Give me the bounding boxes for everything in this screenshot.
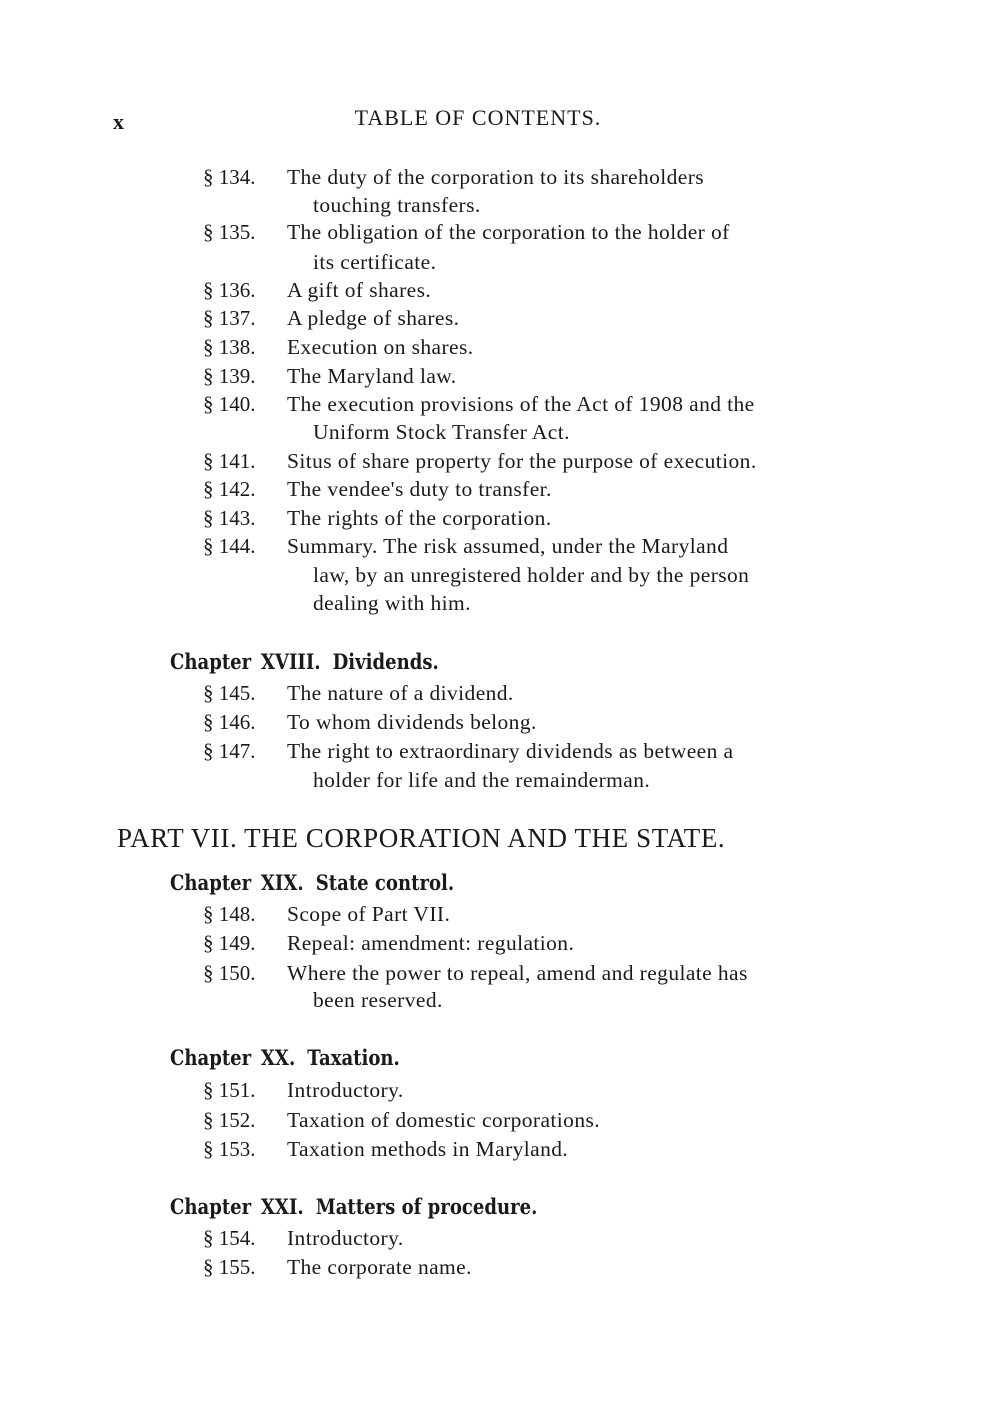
section-title: The Maryland law. xyxy=(287,364,457,388)
section-title: Introductory. xyxy=(287,1078,404,1102)
section-title: The duty of the corporation to its shareholders xyxy=(287,165,705,189)
section-number: § 137. xyxy=(203,306,256,330)
section-title-continued: law, by an unregistered holder and by the person xyxy=(313,563,750,587)
chapter-title: Taxation. xyxy=(307,1045,400,1070)
section-title-continued: Uniform Stock Transfer Act. xyxy=(313,420,570,444)
section-number: § 151. xyxy=(203,1078,256,1102)
section-title: Repeal: amendment: regulation. xyxy=(287,931,575,955)
section-number: § 138. xyxy=(203,335,256,359)
chapter-number: XIX. xyxy=(260,870,304,895)
section-title-continued: dealing with him. xyxy=(313,591,471,615)
section-title: Taxation methods in Maryland. xyxy=(287,1137,569,1161)
section-number: § 135. xyxy=(203,220,256,244)
chapter-label: Chapter xyxy=(170,649,252,674)
section-number: § 147. xyxy=(203,739,256,763)
chapter-label: Chapter xyxy=(170,1045,252,1070)
chapter-heading xyxy=(170,1193,537,1221)
section-title: The corporate name. xyxy=(287,1255,472,1279)
chapter-number: XVIII. xyxy=(260,649,321,674)
section-number: § 154. xyxy=(203,1226,256,1250)
section-title: The right to extraordinary dividends as between a xyxy=(287,739,734,763)
section-title-continued: its certificate. xyxy=(313,250,437,274)
chapter-label: Chapter xyxy=(170,870,252,895)
section-title: Taxation of domestic corporations. xyxy=(287,1108,601,1132)
section-title-continued: been reserved. xyxy=(313,988,443,1012)
chapter-number: XX. xyxy=(260,1045,296,1070)
section-title: Where the power to repeal, amend and regulate has xyxy=(287,961,748,985)
section-number: § 152. xyxy=(203,1108,256,1132)
section-number: § 140. xyxy=(203,392,256,416)
chapter-heading xyxy=(170,1044,400,1072)
section-title-continued: holder for life and the remainderman. xyxy=(313,768,651,792)
chapter-label: Chapter xyxy=(170,1194,252,1219)
section-title: Summary. The risk assumed, under the Maryland xyxy=(287,534,729,558)
section-number: § 145. xyxy=(203,681,256,705)
section-number: § 136. xyxy=(203,278,256,302)
section-title: The execution provisions of the Act of 1908 and the xyxy=(287,392,755,416)
section-number: § 149. xyxy=(203,931,256,955)
section-title: Execution on shares. xyxy=(287,335,474,359)
section-title: Scope of Part VII. xyxy=(287,902,451,926)
page-number: x xyxy=(113,109,124,134)
section-number: § 155. xyxy=(203,1255,256,1279)
section-title: Introductory. xyxy=(287,1226,404,1250)
section-title: The rights of the corporation. xyxy=(287,506,552,530)
section-number: § 139. xyxy=(203,364,256,388)
section-title: The nature of a dividend. xyxy=(287,681,514,705)
section-number: § 153. xyxy=(203,1137,256,1161)
chapter-number: XXI. xyxy=(260,1194,304,1219)
section-title: Situs of share property for the purpose of execution. xyxy=(287,449,757,473)
section-number: § 143. xyxy=(203,506,256,530)
section-number: § 144. xyxy=(203,534,256,558)
section-title: The vendee's duty to transfer. xyxy=(287,477,552,501)
running-header: TABLE OF CONTENTS. xyxy=(354,105,602,130)
section-number: § 134. xyxy=(203,165,256,189)
section-title: To whom dividends belong. xyxy=(287,710,537,734)
section-title-continued: touching transfers. xyxy=(313,193,481,217)
chapter-heading xyxy=(170,869,454,897)
chapter-heading xyxy=(170,648,439,676)
chapter-title: Dividends. xyxy=(332,649,439,674)
section-number: § 148. xyxy=(203,902,256,926)
section-title: A gift of shares. xyxy=(287,278,432,302)
chapter-title: Matters of procedure. xyxy=(315,1194,538,1219)
chapter-title: State control. xyxy=(315,870,455,895)
section-title: The obligation of the corporation to the holder of xyxy=(287,220,730,244)
section-number: § 142. xyxy=(203,477,256,501)
section-number: § 141. xyxy=(203,449,256,473)
part-heading: PART VII. THE CORPORATION AND THE STATE. xyxy=(117,823,726,853)
section-number: § 146. xyxy=(203,710,256,734)
section-number: § 150. xyxy=(203,961,256,985)
section-title: A pledge of shares. xyxy=(287,306,460,330)
